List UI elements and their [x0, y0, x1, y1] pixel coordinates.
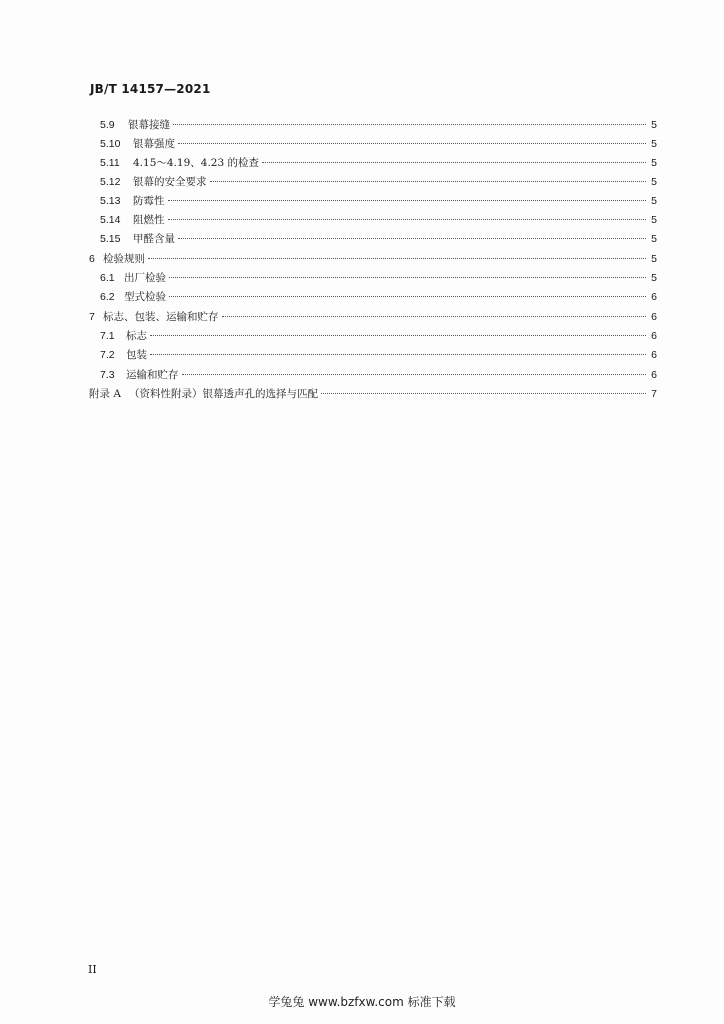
dot-leader — [168, 219, 647, 220]
toc-entry-title: 出厂检验 — [124, 272, 166, 284]
toc-entry-title: 银幕强度 — [133, 138, 175, 150]
standard-code: JB/T 14157—2021 — [90, 82, 211, 96]
toc-entry-number: 5.11 — [100, 157, 120, 169]
toc-entry-title: （资料性附录）银幕透声孔的选择与匹配 — [129, 388, 318, 400]
toc-entry-7-1[interactable] — [100, 327, 657, 345]
toc-entry-page: 6 — [651, 349, 657, 361]
toc-entry-page: 6 — [651, 311, 657, 323]
toc-entry-page: 5 — [651, 138, 657, 150]
toc-entry-title: 4.15～4.19、4.23 的检查 — [133, 157, 259, 169]
toc-entry-title: 型式检验 — [124, 291, 166, 303]
toc-entry-title: 标志、包装、运输和贮存 — [103, 311, 219, 323]
toc-entry-6-1[interactable] — [100, 269, 657, 287]
dot-leader — [222, 316, 647, 317]
toc-entry-title: 银幕接缝 — [128, 119, 170, 131]
dot-leader — [262, 162, 646, 163]
toc-entry-number: 7.3 — [100, 369, 115, 381]
toc-entry-page: 6 — [651, 330, 657, 342]
toc-entry-title: 检验规则 — [103, 253, 145, 265]
toc-entry-number: 6.1 — [100, 272, 115, 284]
toc-entry-title: 标志 — [126, 330, 147, 342]
dot-leader — [169, 296, 646, 297]
toc-entry-title: 包装 — [126, 349, 147, 361]
toc-entry-title: 甲醛含量 — [133, 233, 175, 245]
toc-entry-title: 阻燃性 — [133, 214, 165, 226]
toc-entry-5-12[interactable] — [100, 173, 657, 191]
toc-entry-page: 5 — [651, 119, 657, 131]
toc-entry-page: 5 — [651, 233, 657, 245]
toc-entry-number: 7.2 — [100, 349, 115, 361]
footer-watermark: 学兔兔 www.bzfxw.com 标准下载 — [268, 995, 456, 1009]
toc-entry-title: 银幕的安全要求 — [133, 176, 207, 188]
toc-entry-5-10[interactable] — [100, 135, 657, 153]
toc-entry-page: 5 — [651, 176, 657, 188]
dot-leader — [210, 181, 647, 182]
toc-entry-page: 5 — [651, 253, 657, 265]
dot-leader — [148, 258, 646, 259]
dot-leader — [150, 354, 646, 355]
toc-entry-5-9[interactable] — [100, 116, 657, 134]
toc-entry-number: 7.1 — [100, 330, 115, 342]
toc-entry-number: 5.9 — [100, 119, 115, 131]
toc-entry-page: 6 — [651, 369, 657, 381]
toc-entry-number: 5.15 — [100, 233, 121, 245]
toc-entry-5-14[interactable] — [100, 211, 657, 229]
toc-entry-page: 6 — [651, 291, 657, 303]
toc-entry-number: 5.13 — [100, 195, 121, 207]
toc-entry-page: 7 — [651, 388, 657, 400]
dot-leader — [182, 374, 647, 375]
toc-entry-6-2[interactable] — [100, 288, 657, 306]
toc-entry-number: 5.10 — [100, 138, 121, 150]
dot-leader — [169, 277, 646, 278]
toc-entry-5-13[interactable] — [100, 192, 657, 210]
toc-entry-7-2[interactable] — [100, 346, 657, 364]
dot-leader — [173, 124, 646, 125]
toc-entry-appendix-a[interactable] — [89, 385, 657, 403]
toc-entry-5-11[interactable] — [100, 154, 657, 172]
dot-leader — [321, 393, 646, 394]
toc-entry-5-15[interactable] — [100, 230, 657, 248]
toc-entry-number: 6.2 — [100, 291, 115, 303]
dot-leader — [168, 200, 647, 201]
toc-entry-number: 6 — [89, 253, 95, 265]
toc-entry-title: 防霉性 — [133, 195, 165, 207]
dot-leader — [178, 238, 646, 239]
toc-entry-page: 5 — [651, 214, 657, 226]
toc-entry-number: 5.14 — [100, 214, 121, 226]
toc-entry-7[interactable] — [89, 308, 657, 326]
dot-leader — [150, 335, 646, 336]
page-number: II — [88, 963, 97, 976]
toc-entry-number: 7 — [89, 311, 95, 323]
toc-entry-7-3[interactable] — [100, 366, 657, 384]
toc-entry-title: 运输和贮存 — [126, 369, 179, 381]
toc-entry-page: 5 — [651, 195, 657, 207]
dot-leader — [178, 143, 646, 144]
toc-entry-page: 5 — [651, 272, 657, 284]
toc-entry-page: 5 — [651, 157, 657, 169]
toc-entry-number: 5.12 — [100, 176, 121, 188]
toc-entry-number: 附录 A — [89, 388, 121, 400]
toc-entry-6[interactable] — [89, 250, 657, 268]
